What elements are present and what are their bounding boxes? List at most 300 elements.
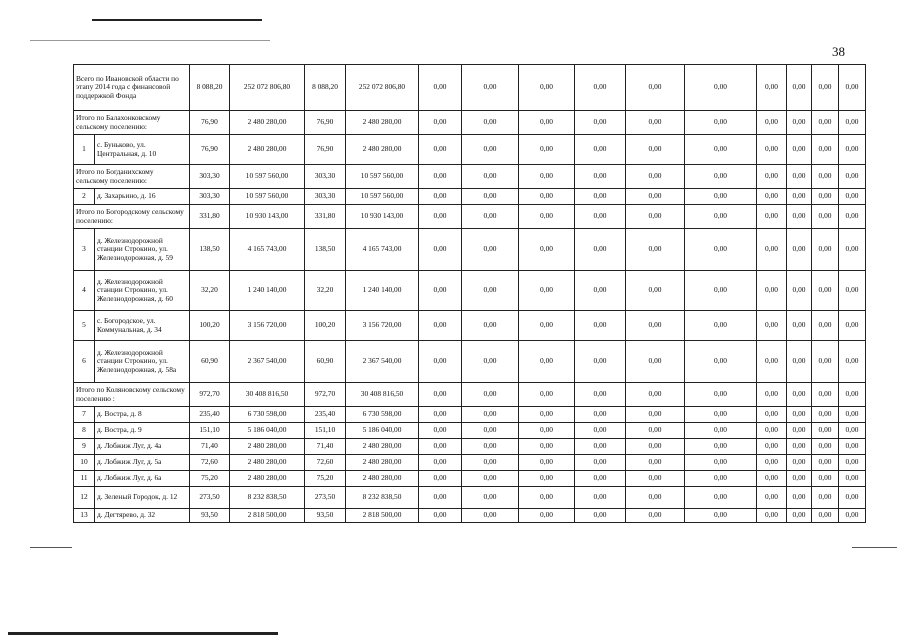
row-value-9: 0,00 — [626, 271, 685, 311]
row-value-10: 0,00 — [685, 341, 757, 383]
row-value-2: 30 408 816,50 — [230, 383, 305, 407]
table-row — [74, 341, 866, 383]
row-value-7: 0,00 — [519, 407, 575, 423]
row-value-14: 0,00 — [839, 65, 866, 111]
row-value-12: 0,00 — [787, 383, 812, 407]
row-value-11: 0,00 — [757, 439, 787, 455]
scan-line-left — [30, 547, 72, 548]
row-value-7: 0,00 — [519, 311, 575, 341]
row-value-12: 0,00 — [787, 439, 812, 455]
row-value-6: 0,00 — [462, 165, 519, 189]
row-number: 5 — [74, 311, 95, 341]
row-value-8: 0,00 — [575, 383, 626, 407]
row-value-5: 0,00 — [419, 271, 462, 311]
row-address: с. Богородское, ул. Коммунальная, д. 34 — [95, 311, 190, 341]
row-value-11: 0,00 — [757, 455, 787, 471]
row-value-7: 0,00 — [519, 65, 575, 111]
row-label: Итого по Коляновскому сельскому поселению : — [74, 383, 190, 407]
table-row — [74, 471, 866, 487]
row-label: Итого по Балахонковскому сельскому поселению: — [74, 111, 190, 135]
row-value-7: 0,00 — [519, 165, 575, 189]
row-value-1: 138,50 — [190, 229, 230, 271]
row-number: 3 — [74, 229, 95, 271]
row-value-12: 0,00 — [787, 189, 812, 205]
row-value-6: 0,00 — [462, 189, 519, 205]
row-value-4: 2 480 280,00 — [346, 111, 419, 135]
row-value-8: 0,00 — [575, 271, 626, 311]
row-value-1: 235,40 — [190, 407, 230, 423]
row-value-8: 0,00 — [575, 135, 626, 165]
row-value-2: 4 165 743,00 — [230, 229, 305, 271]
row-value-9: 0,00 — [626, 439, 685, 455]
row-value-2: 2 480 280,00 — [230, 455, 305, 471]
row-value-4: 5 186 040,00 — [346, 423, 419, 439]
row-value-9: 0,00 — [626, 111, 685, 135]
row-value-11: 0,00 — [757, 165, 787, 189]
table-total-row — [74, 165, 866, 189]
row-value-2: 2 480 280,00 — [230, 471, 305, 487]
row-value-14: 0,00 — [839, 205, 866, 229]
row-value-4: 30 408 816,50 — [346, 383, 419, 407]
row-value-1: 273,50 — [190, 487, 230, 509]
table-total-row — [74, 111, 866, 135]
row-value-14: 0,00 — [839, 271, 866, 311]
row-value-14: 0,00 — [839, 407, 866, 423]
row-value-5: 0,00 — [419, 383, 462, 407]
row-value-5: 0,00 — [419, 189, 462, 205]
row-value-14: 0,00 — [839, 135, 866, 165]
row-value-10: 0,00 — [685, 65, 757, 111]
row-number: 9 — [74, 439, 95, 455]
row-value-7: 0,00 — [519, 111, 575, 135]
row-address: с. Буньково, ул. Центральная, д. 10 — [95, 135, 190, 165]
row-value-9: 0,00 — [626, 311, 685, 341]
row-value-8: 0,00 — [575, 311, 626, 341]
row-value-9: 0,00 — [626, 383, 685, 407]
row-value-1: 331,80 — [190, 205, 230, 229]
row-value-12: 0,00 — [787, 407, 812, 423]
row-value-6: 0,00 — [462, 509, 519, 523]
row-value-2: 2 480 280,00 — [230, 135, 305, 165]
row-number: 1 — [74, 135, 95, 165]
row-address: д. Захарьино, д. 16 — [95, 189, 190, 205]
row-value-13: 0,00 — [812, 205, 839, 229]
row-value-9: 0,00 — [626, 205, 685, 229]
row-value-1: 71,40 — [190, 439, 230, 455]
row-value-6: 0,00 — [462, 439, 519, 455]
row-value-14: 0,00 — [839, 439, 866, 455]
row-address: д. Лобжиж Луг, д. 4а — [95, 439, 190, 455]
row-value-1: 93,50 — [190, 509, 230, 523]
row-value-12: 0,00 — [787, 111, 812, 135]
row-value-4: 2 480 280,00 — [346, 439, 419, 455]
row-value-12: 0,00 — [787, 229, 812, 271]
row-value-5: 0,00 — [419, 165, 462, 189]
row-value-6: 0,00 — [462, 65, 519, 111]
row-address: д. Зеленый Городок, д. 12 — [95, 487, 190, 509]
row-value-1: 60,90 — [190, 341, 230, 383]
row-value-4: 10 597 560,00 — [346, 189, 419, 205]
row-value-3: 303,30 — [305, 165, 346, 189]
row-value-7: 0,00 — [519, 229, 575, 271]
row-value-7: 0,00 — [519, 383, 575, 407]
row-value-4: 2 818 500,00 — [346, 509, 419, 523]
row-value-13: 0,00 — [812, 383, 839, 407]
row-value-9: 0,00 — [626, 487, 685, 509]
row-value-1: 303,30 — [190, 189, 230, 205]
row-value-3: 75,20 — [305, 471, 346, 487]
table-row — [74, 439, 866, 455]
row-value-7: 0,00 — [519, 455, 575, 471]
row-value-6: 0,00 — [462, 205, 519, 229]
row-address: д. Железнодорожной станции Строкино, ул. Железнодорожная, д. 59 — [95, 229, 190, 271]
row-value-3: 235,40 — [305, 407, 346, 423]
row-value-14: 0,00 — [839, 509, 866, 523]
row-value-12: 0,00 — [787, 311, 812, 341]
row-value-9: 0,00 — [626, 423, 685, 439]
row-value-13: 0,00 — [812, 455, 839, 471]
row-value-7: 0,00 — [519, 189, 575, 205]
row-value-9: 0,00 — [626, 471, 685, 487]
row-value-12: 0,00 — [787, 423, 812, 439]
row-value-7: 0,00 — [519, 471, 575, 487]
row-number: 2 — [74, 189, 95, 205]
row-value-8: 0,00 — [575, 439, 626, 455]
row-value-6: 0,00 — [462, 311, 519, 341]
row-value-13: 0,00 — [812, 135, 839, 165]
row-value-13: 0,00 — [812, 229, 839, 271]
row-number: 13 — [74, 509, 95, 523]
row-value-2: 2 367 540,00 — [230, 341, 305, 383]
row-value-8: 0,00 — [575, 509, 626, 523]
row-value-8: 0,00 — [575, 455, 626, 471]
row-value-11: 0,00 — [757, 423, 787, 439]
row-value-1: 303,30 — [190, 165, 230, 189]
row-value-8: 0,00 — [575, 65, 626, 111]
row-value-2: 1 240 140,00 — [230, 271, 305, 311]
table-row — [74, 229, 866, 271]
row-value-7: 0,00 — [519, 487, 575, 509]
row-address: д. Дегтярево, д. 32 — [95, 509, 190, 523]
table-row — [74, 509, 866, 523]
row-value-8: 0,00 — [575, 341, 626, 383]
row-value-5: 0,00 — [419, 341, 462, 383]
row-value-3: 32,20 — [305, 271, 346, 311]
row-value-12: 0,00 — [787, 455, 812, 471]
row-value-13: 0,00 — [812, 271, 839, 311]
row-value-2: 2 480 280,00 — [230, 439, 305, 455]
row-value-5: 0,00 — [419, 135, 462, 165]
row-value-9: 0,00 — [626, 509, 685, 523]
row-value-7: 0,00 — [519, 509, 575, 523]
row-value-11: 0,00 — [757, 65, 787, 111]
row-address: д. Востра, д. 9 — [95, 423, 190, 439]
row-value-2: 5 186 040,00 — [230, 423, 305, 439]
row-value-14: 0,00 — [839, 229, 866, 271]
row-value-10: 0,00 — [685, 229, 757, 271]
row-value-1: 32,20 — [190, 271, 230, 311]
row-value-11: 0,00 — [757, 229, 787, 271]
row-value-3: 138,50 — [305, 229, 346, 271]
row-value-1: 75,20 — [190, 471, 230, 487]
row-value-7: 0,00 — [519, 135, 575, 165]
row-number: 7 — [74, 407, 95, 423]
row-value-9: 0,00 — [626, 165, 685, 189]
row-value-11: 0,00 — [757, 205, 787, 229]
row-value-10: 0,00 — [685, 311, 757, 341]
row-value-13: 0,00 — [812, 111, 839, 135]
row-value-10: 0,00 — [685, 487, 757, 509]
row-value-4: 1 240 140,00 — [346, 271, 419, 311]
row-value-4: 10 930 143,00 — [346, 205, 419, 229]
row-value-10: 0,00 — [685, 271, 757, 311]
row-value-4: 2 480 280,00 — [346, 471, 419, 487]
row-value-14: 0,00 — [839, 111, 866, 135]
row-value-6: 0,00 — [462, 407, 519, 423]
row-value-10: 0,00 — [685, 423, 757, 439]
row-value-6: 0,00 — [462, 383, 519, 407]
row-address: д. Лобжиж Луг, д. 6а — [95, 471, 190, 487]
row-value-2: 3 156 720,00 — [230, 311, 305, 341]
row-value-6: 0,00 — [462, 341, 519, 383]
scan-line-top-1 — [92, 19, 262, 21]
row-value-5: 0,00 — [419, 111, 462, 135]
row-value-13: 0,00 — [812, 65, 839, 111]
row-value-5: 0,00 — [419, 509, 462, 523]
row-value-5: 0,00 — [419, 229, 462, 271]
row-value-8: 0,00 — [575, 471, 626, 487]
row-value-8: 0,00 — [575, 165, 626, 189]
table-row — [74, 423, 866, 439]
row-value-3: 60,90 — [305, 341, 346, 383]
row-value-5: 0,00 — [419, 407, 462, 423]
row-value-12: 0,00 — [787, 165, 812, 189]
row-number: 10 — [74, 455, 95, 471]
row-value-2: 6 730 598,00 — [230, 407, 305, 423]
row-value-10: 0,00 — [685, 439, 757, 455]
row-value-14: 0,00 — [839, 165, 866, 189]
row-value-6: 0,00 — [462, 487, 519, 509]
row-number: 12 — [74, 487, 95, 509]
row-address: д. Востра, д. 8 — [95, 407, 190, 423]
row-value-14: 0,00 — [839, 189, 866, 205]
row-value-10: 0,00 — [685, 455, 757, 471]
row-value-9: 0,00 — [626, 229, 685, 271]
row-value-9: 0,00 — [626, 189, 685, 205]
table-total-row — [74, 383, 866, 407]
row-value-9: 0,00 — [626, 455, 685, 471]
row-value-11: 0,00 — [757, 407, 787, 423]
row-value-2: 10 597 560,00 — [230, 189, 305, 205]
row-value-8: 0,00 — [575, 487, 626, 509]
row-value-12: 0,00 — [787, 205, 812, 229]
row-value-1: 100,20 — [190, 311, 230, 341]
row-value-2: 2 480 280,00 — [230, 111, 305, 135]
row-value-14: 0,00 — [839, 423, 866, 439]
housing-table — [73, 64, 866, 523]
row-value-13: 0,00 — [812, 189, 839, 205]
row-value-6: 0,00 — [462, 423, 519, 439]
row-value-4: 2 480 280,00 — [346, 135, 419, 165]
row-value-6: 0,00 — [462, 455, 519, 471]
row-value-3: 72,60 — [305, 455, 346, 471]
row-value-14: 0,00 — [839, 487, 866, 509]
row-value-11: 0,00 — [757, 135, 787, 165]
row-value-6: 0,00 — [462, 135, 519, 165]
row-value-14: 0,00 — [839, 383, 866, 407]
row-value-3: 273,50 — [305, 487, 346, 509]
row-value-10: 0,00 — [685, 407, 757, 423]
row-value-13: 0,00 — [812, 509, 839, 523]
row-value-3: 8 088,20 — [305, 65, 346, 111]
row-value-10: 0,00 — [685, 165, 757, 189]
row-value-13: 0,00 — [812, 439, 839, 455]
row-value-12: 0,00 — [787, 487, 812, 509]
row-value-13: 0,00 — [812, 487, 839, 509]
table-row — [74, 311, 866, 341]
row-value-10: 0,00 — [685, 111, 757, 135]
row-value-5: 0,00 — [419, 471, 462, 487]
row-value-4: 3 156 720,00 — [346, 311, 419, 341]
row-number: 6 — [74, 341, 95, 383]
table-row — [74, 189, 866, 205]
scan-line-top-2 — [30, 40, 270, 41]
table-row — [74, 487, 866, 509]
row-value-12: 0,00 — [787, 341, 812, 383]
row-value-7: 0,00 — [519, 205, 575, 229]
row-value-4: 2 367 540,00 — [346, 341, 419, 383]
row-value-11: 0,00 — [757, 341, 787, 383]
row-value-8: 0,00 — [575, 189, 626, 205]
row-value-4: 252 072 806,80 — [346, 65, 419, 111]
row-value-12: 0,00 — [787, 509, 812, 523]
row-value-11: 0,00 — [757, 271, 787, 311]
row-value-2: 2 818 500,00 — [230, 509, 305, 523]
row-value-3: 303,30 — [305, 189, 346, 205]
row-value-13: 0,00 — [812, 165, 839, 189]
row-value-8: 0,00 — [575, 111, 626, 135]
row-value-11: 0,00 — [757, 189, 787, 205]
row-value-14: 0,00 — [839, 471, 866, 487]
row-value-12: 0,00 — [787, 135, 812, 165]
row-value-2: 8 232 838,50 — [230, 487, 305, 509]
row-value-5: 0,00 — [419, 423, 462, 439]
row-value-4: 4 165 743,00 — [346, 229, 419, 271]
row-value-10: 0,00 — [685, 471, 757, 487]
row-value-14: 0,00 — [839, 455, 866, 471]
row-value-7: 0,00 — [519, 271, 575, 311]
row-value-5: 0,00 — [419, 65, 462, 111]
row-value-2: 10 930 143,00 — [230, 205, 305, 229]
row-value-8: 0,00 — [575, 407, 626, 423]
row-value-11: 0,00 — [757, 311, 787, 341]
row-value-3: 93,50 — [305, 509, 346, 523]
row-value-3: 972,70 — [305, 383, 346, 407]
row-value-5: 0,00 — [419, 455, 462, 471]
row-value-3: 151,10 — [305, 423, 346, 439]
row-value-13: 0,00 — [812, 471, 839, 487]
row-value-4: 10 597 560,00 — [346, 165, 419, 189]
row-value-13: 0,00 — [812, 341, 839, 383]
table-row — [74, 407, 866, 423]
row-value-7: 0,00 — [519, 423, 575, 439]
row-value-1: 72,60 — [190, 455, 230, 471]
row-value-8: 0,00 — [575, 229, 626, 271]
row-value-5: 0,00 — [419, 487, 462, 509]
row-value-10: 0,00 — [685, 189, 757, 205]
row-value-10: 0,00 — [685, 205, 757, 229]
row-value-11: 0,00 — [757, 111, 787, 135]
row-value-12: 0,00 — [787, 65, 812, 111]
row-value-6: 0,00 — [462, 271, 519, 311]
row-value-13: 0,00 — [812, 407, 839, 423]
row-value-9: 0,00 — [626, 407, 685, 423]
row-value-8: 0,00 — [575, 423, 626, 439]
row-value-5: 0,00 — [419, 311, 462, 341]
row-value-9: 0,00 — [626, 65, 685, 111]
table-row — [74, 271, 866, 311]
row-value-1: 76,90 — [190, 111, 230, 135]
row-value-3: 76,90 — [305, 135, 346, 165]
row-value-13: 0,00 — [812, 311, 839, 341]
row-value-8: 0,00 — [575, 205, 626, 229]
row-value-9: 0,00 — [626, 135, 685, 165]
row-value-6: 0,00 — [462, 229, 519, 271]
row-value-1: 151,10 — [190, 423, 230, 439]
row-value-4: 8 232 838,50 — [346, 487, 419, 509]
row-value-11: 0,00 — [757, 471, 787, 487]
row-value-1: 972,70 — [190, 383, 230, 407]
table-row — [74, 455, 866, 471]
table-total-row — [74, 205, 866, 229]
row-label: Итого по Богданихскому сельскому поселению: — [74, 165, 190, 189]
row-label: Всего по Ивановской области по этапу 2014 года с финансовой поддержкой Фонда — [74, 65, 190, 111]
row-value-3: 76,90 — [305, 111, 346, 135]
row-value-7: 0,00 — [519, 341, 575, 383]
row-address: д. Лобжиж Луг, д. 5а — [95, 455, 190, 471]
row-value-1: 8 088,20 — [190, 65, 230, 111]
row-value-3: 331,80 — [305, 205, 346, 229]
row-number: 11 — [74, 471, 95, 487]
row-value-11: 0,00 — [757, 509, 787, 523]
row-value-10: 0,00 — [685, 383, 757, 407]
row-value-5: 0,00 — [419, 205, 462, 229]
scan-line-right — [852, 547, 897, 548]
row-value-3: 100,20 — [305, 311, 346, 341]
table-total-row — [74, 65, 866, 111]
row-value-6: 0,00 — [462, 471, 519, 487]
row-value-14: 0,00 — [839, 311, 866, 341]
row-value-10: 0,00 — [685, 135, 757, 165]
row-value-2: 252 072 806,80 — [230, 65, 305, 111]
row-value-1: 76,90 — [190, 135, 230, 165]
row-value-2: 10 597 560,00 — [230, 165, 305, 189]
row-value-9: 0,00 — [626, 341, 685, 383]
row-number: 8 — [74, 423, 95, 439]
scan-line-bottom — [8, 632, 278, 635]
row-value-11: 0,00 — [757, 487, 787, 509]
row-value-14: 0,00 — [839, 341, 866, 383]
row-value-6: 0,00 — [462, 111, 519, 135]
row-value-5: 0,00 — [419, 439, 462, 455]
table-row — [74, 135, 866, 165]
row-value-7: 0,00 — [519, 439, 575, 455]
row-value-3: 71,40 — [305, 439, 346, 455]
row-address: д. Железнодорожной станции Строкино, ул. Железнодорожная, д. 58а — [95, 341, 190, 383]
row-value-10: 0,00 — [685, 509, 757, 523]
page-number: 38 — [832, 44, 845, 59]
row-value-4: 6 730 598,00 — [346, 407, 419, 423]
